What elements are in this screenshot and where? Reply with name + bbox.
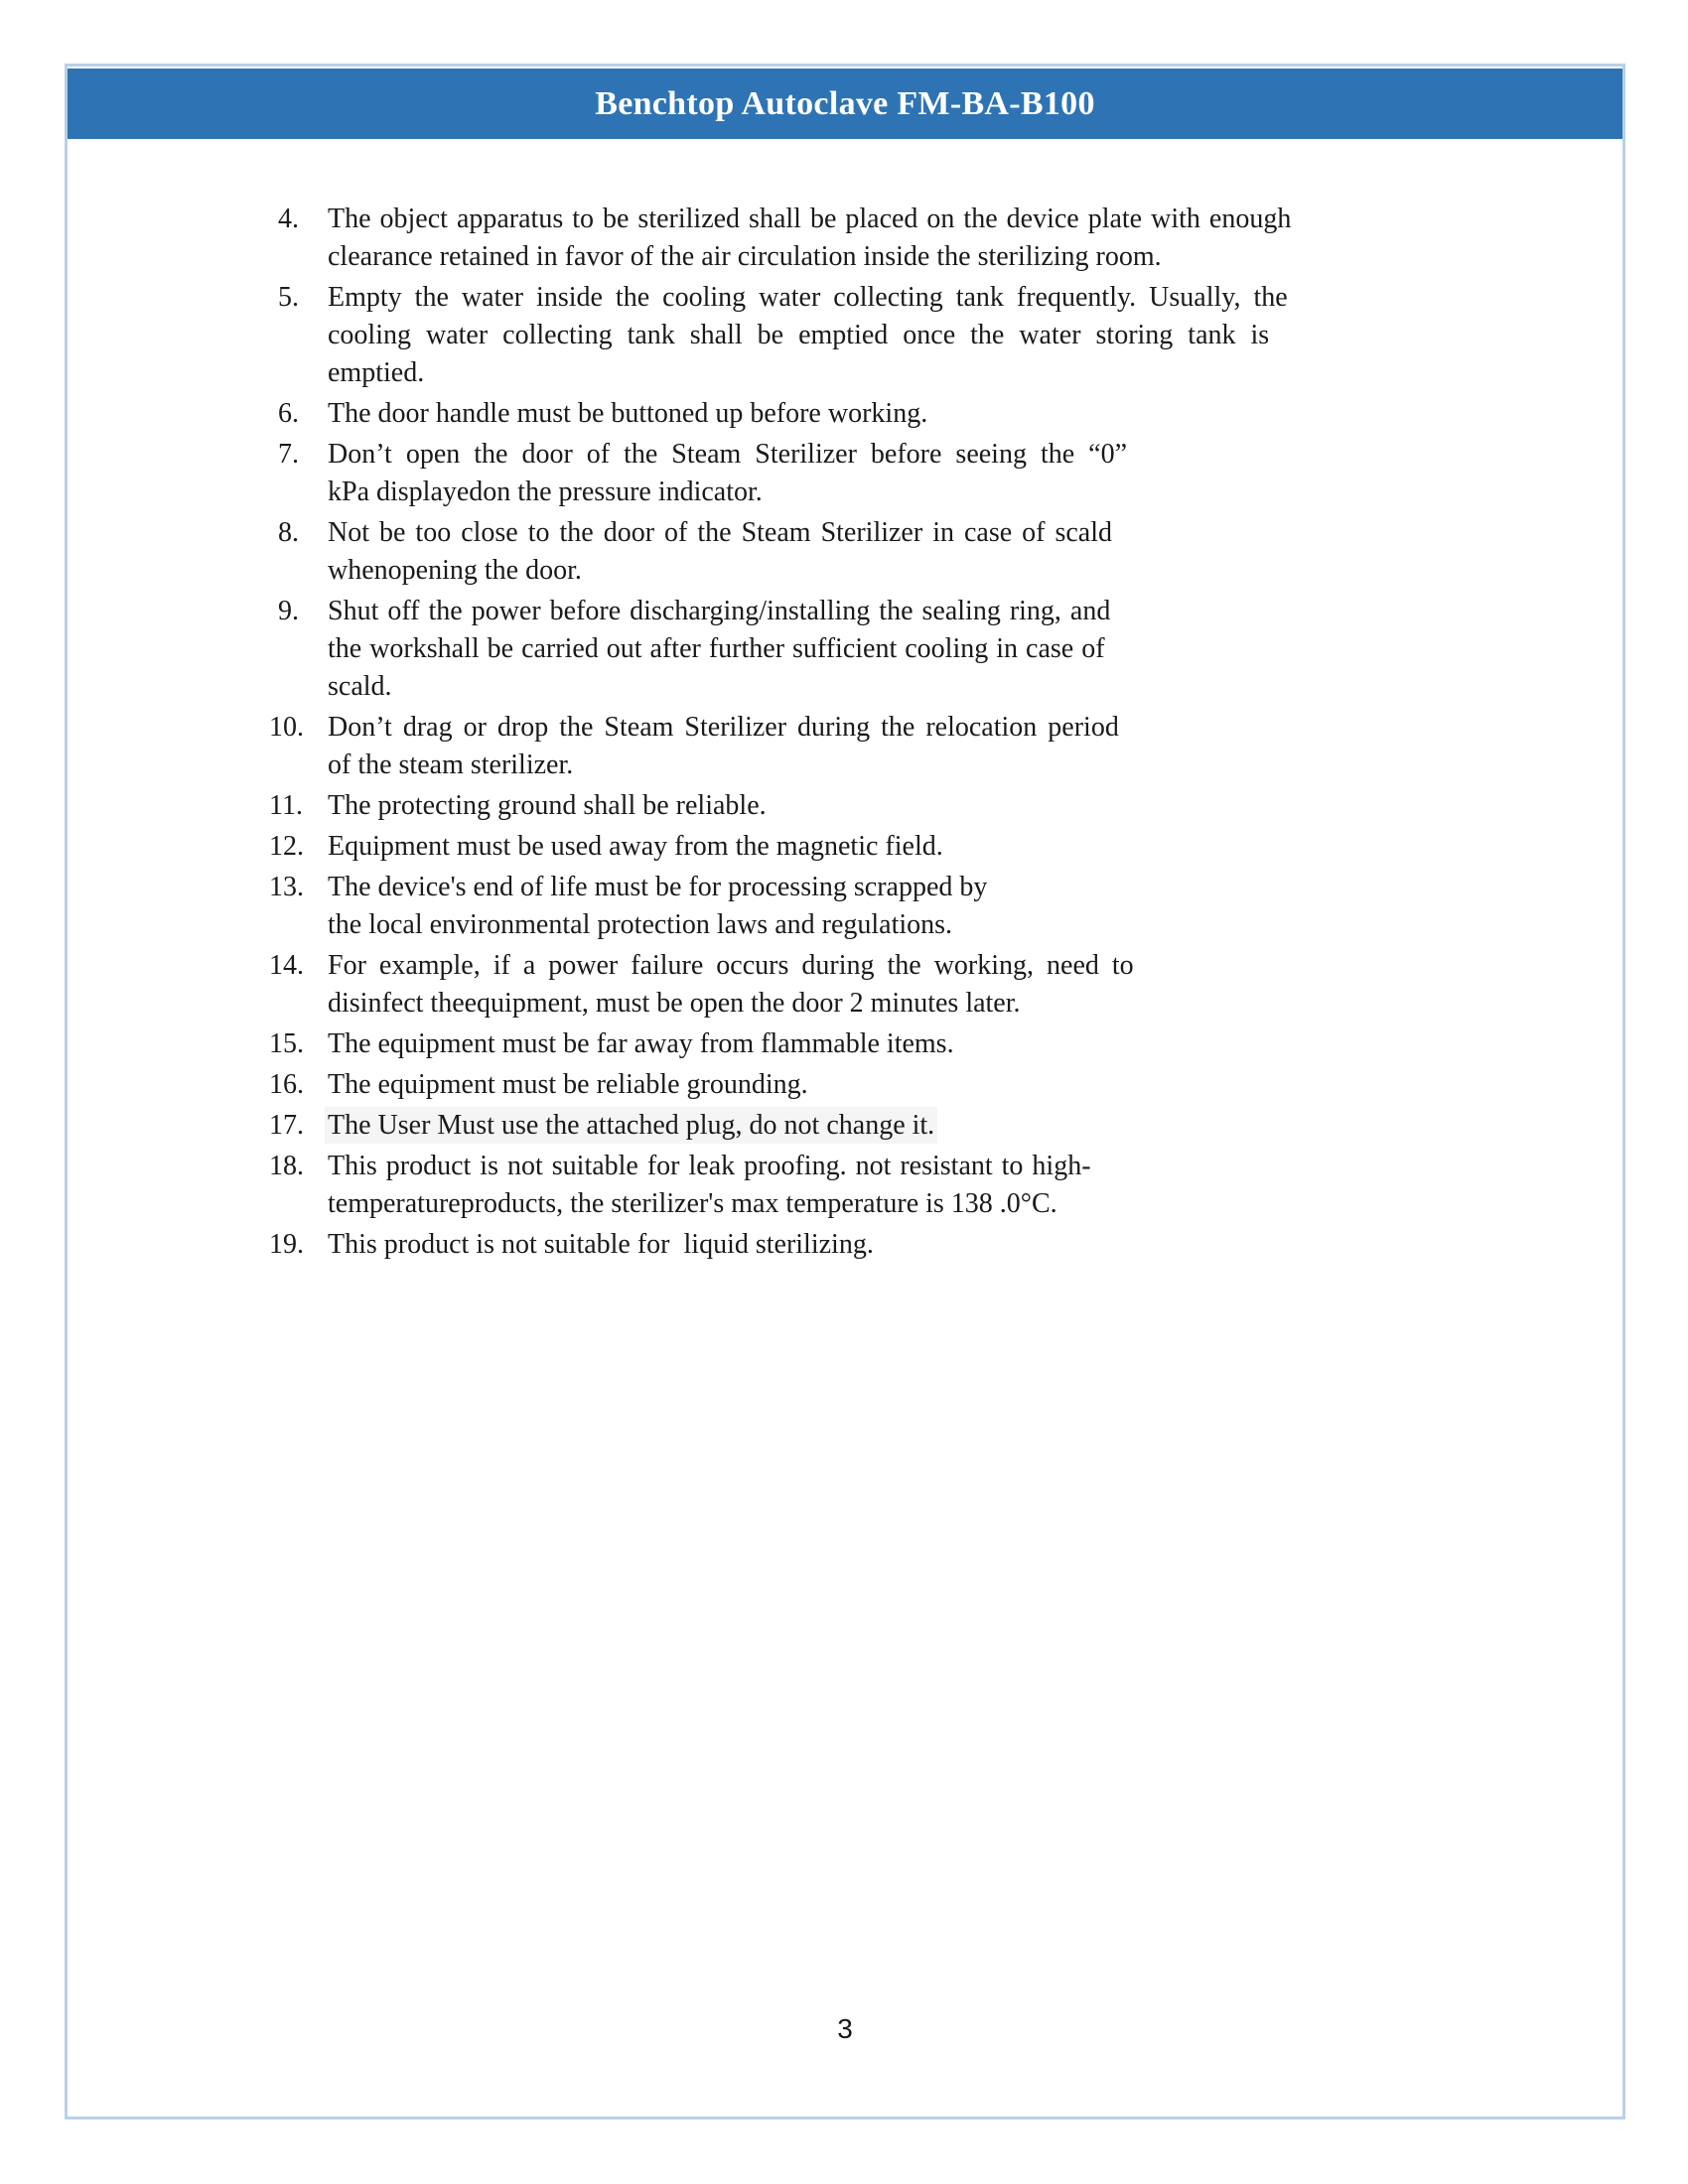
page-footer [68,2013,1622,2045]
list-item-line: This product is not suitable for leak proofing. not resistant to high- [328,1151,1091,1181]
list-item [269,869,1493,944]
highlighted-text: The User Must use the attached plug, do not change it. [328,1110,935,1141]
list-item-line: the workshall be carried out after further sufficient cooling in case of [328,633,1105,664]
list-item-line: The door handle must be buttoned up before working. [328,398,928,429]
list-item-number: 17. [269,1110,304,1141]
list-item-text [328,395,1493,433]
list-item-text [328,1148,1493,1223]
document-header-bar [68,68,1622,139]
safety-instructions-list [269,201,1493,1264]
list-item-line: For example, if a power failure occurs during the working, need to [328,950,1134,981]
list-item [269,709,1493,784]
list-item [278,514,1493,590]
list-item-number: 10. [269,712,304,743]
list-item-text [328,201,1493,276]
list-item-line: scald. [328,671,392,702]
list-item-number: 14. [269,950,304,981]
list-item-number: 8. [278,517,299,548]
list-item-text [328,279,1493,392]
list-item-line: disinfect theequipment, must be open the door 2 minutes later. [328,988,1021,1019]
list-item-number: 13. [269,872,304,902]
list-item-line: Equipment must be used away from the magnetic field. [328,831,943,862]
list-item-line: kPa displayedon the pressure indicator. [328,477,763,507]
list-item-line: The object apparatus to be sterilized shall be placed on the device plate with enough [328,204,1292,234]
list-item [269,947,1493,1023]
list-item-text [328,1226,1493,1264]
list-item-number: 11. [269,790,303,821]
list-item-line: clearance retained in favor of the air circulation inside the sterilizing room. [328,241,1162,272]
list-item-line: This product is not suitable for liquid sterilizing. [328,1229,874,1260]
list-item-line: whenopening the door. [328,555,582,586]
list-item-line: of the steam sterilizer. [328,750,574,780]
list-item-line [328,1107,1493,1145]
list-item-line: The equipment must be far away from flammable items. [328,1028,954,1059]
list-item-line: the local environmental protection laws and regulations. [328,909,953,940]
list-item-line: Don’t drag or drop the Steam Sterilizer during the relocation period [328,712,1119,743]
list-item [278,201,1493,276]
page-number: 3 [837,2013,853,2044]
list-item-line: emptied. [328,357,425,388]
list-item-number: 12. [269,831,304,862]
list-item [269,1066,1493,1104]
list-item-number: 19. [269,1229,304,1260]
document-page [65,64,1625,2119]
list-item-line: The device's end of life must be for processing scrapped by [328,872,988,902]
list-item [278,436,1493,511]
list-item-line: Don’t open the door of the Steam Sterilizer before seeing the “0” [328,439,1128,470]
list-item-text [328,828,1493,866]
list-item-text [328,787,1493,825]
list-item [269,828,1493,866]
list-item-text [328,709,1493,784]
list-item-text [328,593,1493,706]
list-item-text [328,514,1493,590]
list-item [269,1025,1493,1063]
list-item-line: Not be too close to the door of the Steam Sterilizer in case of scald [328,517,1113,548]
list-item-text [328,1107,1493,1145]
list-item [278,395,1493,433]
page-title: Benchtop Autoclave FM-BA-B100 [595,85,1095,122]
list-item-number: 9. [278,596,299,626]
list-item-text [328,1066,1493,1104]
list-item-number: 6. [278,398,299,429]
list-item [269,1107,1493,1145]
list-item-line: The protecting ground shall be reliable. [328,790,767,821]
list-item [278,279,1493,392]
list-item [269,1226,1493,1264]
list-item-line: temperatureproducts, the sterilizer's max temperature is 138 .0°C. [328,1188,1057,1219]
list-item-line: The equipment must be reliable grounding. [328,1069,808,1100]
list-item-number: 16. [269,1069,304,1100]
list-item-number: 18. [269,1151,304,1181]
list-item-text [328,947,1493,1023]
list-item-number: 4. [278,204,299,234]
list-item-line: cooling water collecting tank shall be emptied once the water storing tank is [328,320,1270,350]
list-item-text [328,436,1493,511]
list-item [269,787,1493,825]
list-item [269,1148,1493,1223]
list-item-line: Shut off the power before discharging/installing the sealing ring, and [328,596,1111,626]
list-item-text [328,869,1493,944]
list-item-text [328,1025,1493,1063]
list-item-number: 15. [269,1028,304,1059]
list-item [278,593,1493,706]
list-item-line: Empty the water inside the cooling water collecting tank frequently. Usually, the [328,282,1288,313]
list-item-number: 7. [278,439,299,470]
list-item-number: 5. [278,282,299,313]
